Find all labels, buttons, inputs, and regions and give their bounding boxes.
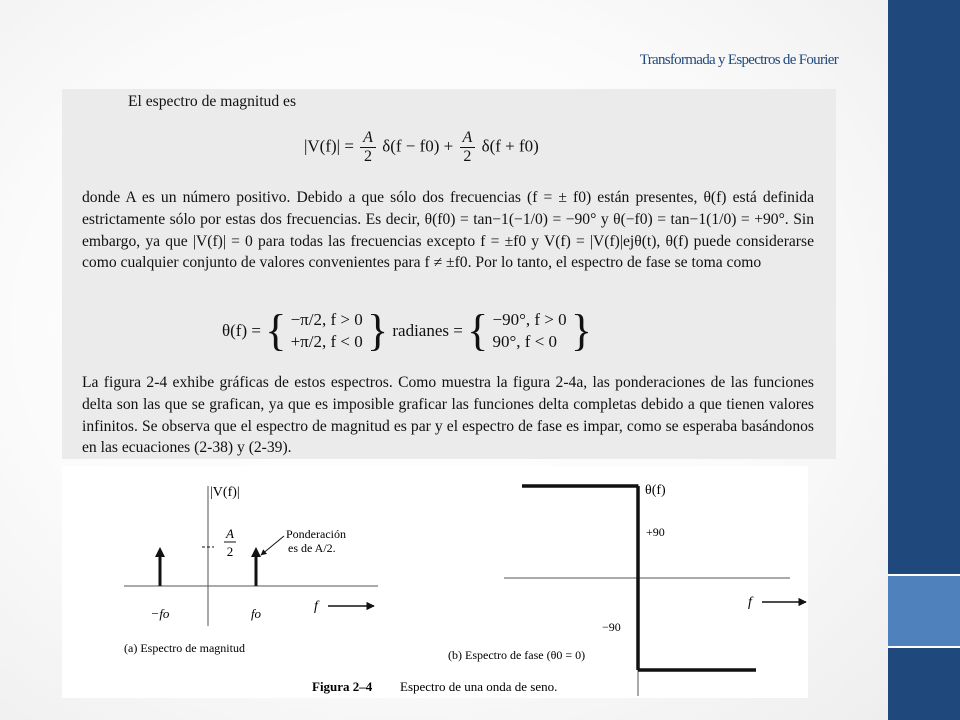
brace: } bbox=[367, 306, 389, 355]
brace: { bbox=[265, 306, 287, 355]
annotation-line1: Ponderación bbox=[286, 527, 346, 541]
cases: −π/2, f > 0 +π/2, f < 0 bbox=[290, 310, 363, 351]
phase-equation bbox=[222, 306, 592, 355]
phase-plot bbox=[448, 483, 806, 696]
fraction: $\frac{A}{2}$ bbox=[360, 129, 376, 166]
side-accent-block bbox=[888, 576, 960, 646]
subcaption-magnitude: (a) Espectro de magnitud bbox=[124, 641, 245, 655]
figure-caption-text: Espectro de una onda de seno. bbox=[400, 679, 558, 694]
tick-labels-group bbox=[151, 606, 262, 621]
tick-label-top: +90 bbox=[646, 525, 665, 539]
subcaption-phase: (b) Espectro de fase (θ0 = 0) bbox=[448, 648, 586, 662]
y-axis-label: |V(f)| bbox=[210, 485, 240, 500]
x-axis-label: f bbox=[314, 599, 318, 614]
stem-arrowhead bbox=[155, 547, 165, 557]
eq-term: δ(f − f0) + bbox=[382, 136, 454, 156]
eq-term: δ(f + f0) bbox=[481, 136, 539, 156]
intro-text: El espectro de magnitud es bbox=[128, 93, 297, 110]
fraction: $\frac{A}{2}$ bbox=[460, 129, 476, 166]
brace: } bbox=[570, 306, 592, 355]
magnitude-equation bbox=[304, 129, 539, 166]
eq-middle: radianes = bbox=[392, 321, 463, 340]
body-paragraph: donde A es un número positivo. Debido a que sólo dos frecuencias (f = ± f0) están presentes, θ(f) está definida estrictamente sólo por estas dos frecuencias. Es decir, θ(f0) = tan−1(−1/0) = −90° y θ(−f0) = tan−1(1/0) = +90°. Sin embargo, ya que |V(f)| = 0 para todas las frecuencias excepto f = ±f0 y V(f) = |V(f)|ejθ(t), θ(f) puede considerarse como cualquier conjunto de valores convenientes para f ≠ ±f0. Por lo tanto, el espectro de fase se toma como bbox=[82, 189, 814, 272]
side-divider bbox=[888, 646, 960, 648]
tick-label-bottom: −90 bbox=[602, 620, 621, 634]
figure-caption bbox=[312, 679, 557, 694]
tick-label: −fo bbox=[150, 606, 170, 621]
eq-lhs: θ(f) = bbox=[222, 321, 261, 340]
slide-title: Transformada y Espectros de Fourier bbox=[639, 52, 838, 68]
figure-panel bbox=[62, 466, 808, 698]
brace: { bbox=[467, 306, 489, 355]
body-paragraph: La figura 2-4 exhibe gráficas de estos espectros. Como muestra la figura 2-4a, las ponderaciones de las funciones delta son las que se grafican, ya que es imposible graficar las funciones delta completas debido a que tienen valores infinitos. Se observa que el espectro de magnitud es par y el espectro de fase es impar, como se esperaba basándonos en las ecuaciones (2-38) y (2-39). bbox=[82, 374, 814, 457]
tick-label: fo bbox=[250, 606, 262, 621]
level-label-den: 2 bbox=[226, 544, 234, 559]
cases: −90°, f > 0 90°, f < 0 bbox=[492, 310, 567, 351]
eq-lhs: |V(f)| = bbox=[304, 136, 354, 156]
stem-arrowhead bbox=[251, 547, 261, 557]
figure-svg bbox=[62, 466, 808, 698]
x-axis-label: f bbox=[748, 595, 752, 610]
scanned-text-panel bbox=[62, 89, 836, 459]
annotation-arrow bbox=[261, 536, 284, 555]
level-label-num: A bbox=[226, 526, 234, 541]
magnitude-plot bbox=[124, 485, 378, 655]
annotation-line2: es de A/2. bbox=[288, 541, 336, 555]
figure-caption-label: Figura 2–4 bbox=[312, 679, 373, 694]
y-axis-label: θ(f) bbox=[645, 483, 666, 498]
